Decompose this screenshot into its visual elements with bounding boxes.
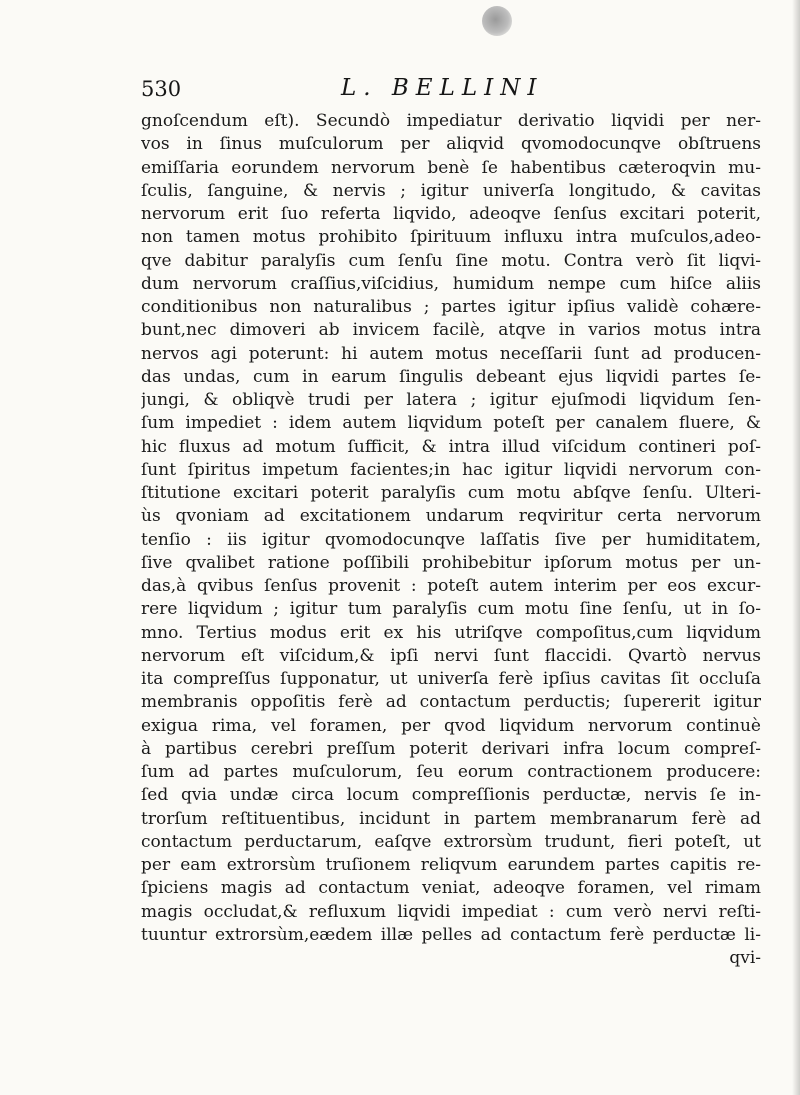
text-line: gnoſcendum eſt). Secundò impediatur derivatio liqvidi per ner- <box>141 111 761 131</box>
ink-spot-icon <box>482 6 512 36</box>
text-line: à partibus cerebri preſſum poterit derivari infra locum compreſ- <box>141 738 761 759</box>
text-line: magis occludat,& refluxum liqvidi impediat : cum verò nervi reſti- <box>141 901 761 922</box>
text-line: ſpiciens magis ad contactum veniat, adeoqve foramen, vel rimam <box>141 878 761 899</box>
text-line: nervorum erit ſuo referta liqvido, adeoqve ſenſus excitari poterit, <box>141 204 761 224</box>
text-line: contactum perductarum, eaſqve extrorsùm trudunt, fieri poteſt, ut <box>141 831 761 852</box>
text-line: mno. Tertius modus erit ex his utriſqve compoſitus,cum liqvidum <box>141 622 761 643</box>
text-line: qve dabitur paralyſis cum ſenſu ſine motu. Contra verò ſit liqvi- <box>141 250 761 271</box>
page-number: 530 <box>141 77 182 101</box>
text-line: trorſum reſtituentibus, incidunt in partem membranarum ferè ad <box>141 808 761 829</box>
text-line: ùs qvoniam ad excitationem undarum reqviritur certa nervorum <box>141 506 761 527</box>
text-line: bunt,nec dimoveri ab invicem facilè, atqve in varios motus intra <box>141 320 761 341</box>
text-line: ſum ad partes muſculorum, ſeu eorum contractionem producere: <box>141 762 761 782</box>
text-line: dum nervorum craſſius,viſcidius, humidum nempe cum hiſce aliis <box>141 273 761 294</box>
catchword: qvi- <box>729 948 761 968</box>
text-line: ſive qvalibet ratione poſſibili prohibebitur ipſorum motus per un- <box>141 552 761 573</box>
text-line: membranis oppoſitis ferè ad contactum perductis; ſupererit igitur <box>141 692 761 713</box>
text-line: ſum impediet : idem autem liqvidum poteſt per canalem fluere, & <box>141 413 761 434</box>
text-line: ſed qvia undæ circa locum compreſſionis perductæ, nervis ſe in- <box>141 785 761 806</box>
running-head <box>141 76 741 106</box>
running-title: L. BELLINI <box>341 75 544 101</box>
text-line: ita compreſſus ſupponatur, ut univerſa ferè ipſius cavitas ſit occluſa <box>141 669 761 689</box>
text-line: conditionibus non naturalibus ; partes igitur ipſius validè cohære- <box>141 297 761 317</box>
text-line: nervos agi poterunt: hi autem motus neceſſarii ſunt ad producen- <box>141 343 761 364</box>
text-line: ſtitutione excitari poterit paralyſis cum motu abſqve ſenſu. Ulteri- <box>141 483 761 503</box>
page-edge-shadow <box>792 0 800 1095</box>
text-line: exigua rima, vel foramen, per qvod liqvidum nervorum continuè <box>141 715 761 736</box>
text-line: rere liqvidum ; igitur tum paralyſis cum motu ſine ſenſu, ut in ſo- <box>141 599 761 620</box>
text-line: hic fluxus ad motum ſufficit, & intra illud viſcidum contineri poſ- <box>141 436 761 457</box>
text-line: ſculis, ſanguine, & nervis ; igitur univerſa longitudo, & cavitas <box>141 180 761 201</box>
text-line: ſunt ſpiritus impetum facientes;in hac igitur liqvidi nervorum con- <box>141 459 761 480</box>
body-text <box>141 110 761 970</box>
text-line: das,à qvibus ſenſus provenit : poteſt autem interim per eos excur- <box>141 576 761 596</box>
text-line: das undas, cum in earum ſingulis debeant ejus liqvidi partes ſe- <box>141 366 761 387</box>
text-line: jungi, & obliqvè trudi per latera ; igitur ejuſmodi liqvidum ſen- <box>141 390 761 410</box>
text-line: tuuntur extrorsùm,eædem illæ pelles ad contactum ferè perductæ li- <box>141 924 761 945</box>
text-line: nervorum eſt viſcidum,& ipſi nervi ſunt flaccidi. Qvartò nervus <box>141 645 761 666</box>
text-line: tenſio : iis igitur qvomodocunqve laſſatis ſive per humiditatem, <box>141 529 761 550</box>
text-line: vos in ſinus muſculorum per aliqvid qvomodocunqve obſtruens <box>141 134 761 155</box>
text-line: per eam extrorsùm truſionem reliqvum earundem partes capitis re- <box>141 855 761 875</box>
text-line: emiſſaria eorundem nervorum benè ſe habentibus cæteroqvin mu- <box>141 157 761 178</box>
text-line: non tamen motus prohibito ſpirituum influxu intra muſculos,adeo- <box>141 227 761 248</box>
